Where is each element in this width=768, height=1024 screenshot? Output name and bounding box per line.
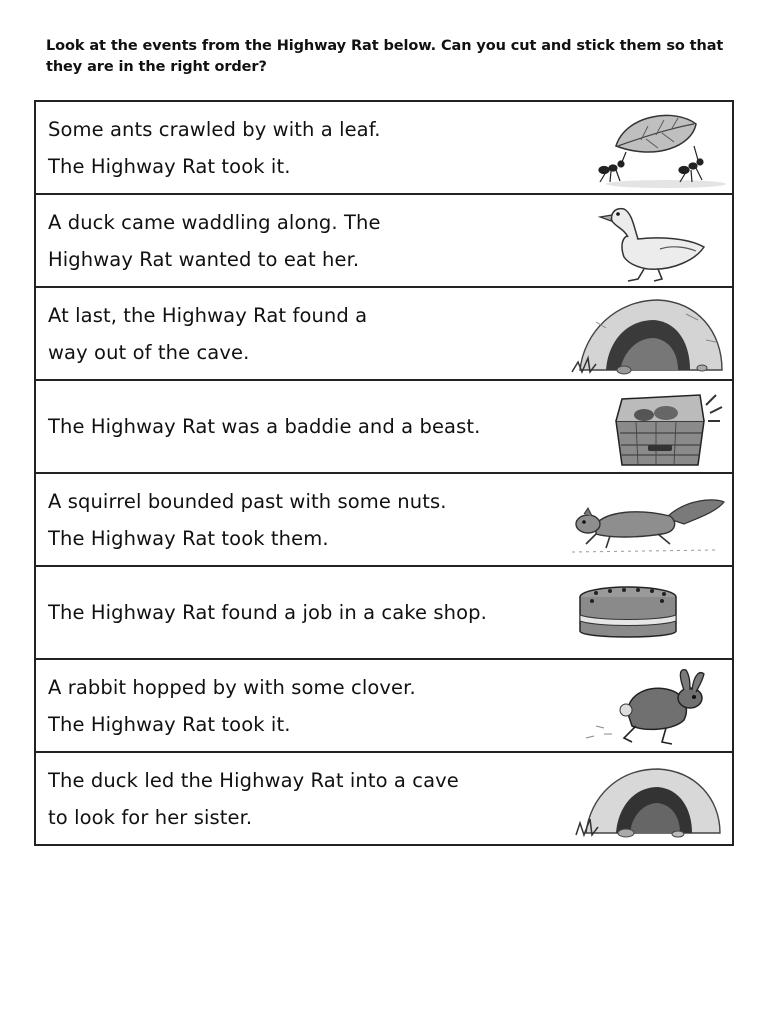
event-strip[interactable]: [36, 753, 732, 844]
picnic-basket-icon: [566, 385, 726, 469]
event-line: The Highway Rat took it.: [48, 712, 291, 736]
squirrel-icon: [566, 478, 726, 562]
cave-entrance-icon: [566, 757, 726, 841]
event-line: Highway Rat wanted to eat her.: [48, 247, 360, 271]
event-strip[interactable]: [36, 567, 732, 660]
event-text: [48, 195, 568, 286]
event-line: At last, the Highway Rat found a: [48, 303, 368, 327]
event-text: [48, 660, 568, 751]
event-strip[interactable]: [36, 381, 732, 474]
event-line: A duck came waddling along. The: [48, 210, 381, 234]
event-strip[interactable]: [36, 195, 732, 288]
event-line: Some ants crawled by with a leaf.: [48, 117, 381, 141]
instructions: Look at the events from the Highway Rat below. Can you cut and stick them so that they are in the right order?: [46, 38, 724, 75]
event-text: [48, 567, 568, 658]
event-line: The Highway Rat was a baddie and a beast.: [48, 415, 481, 438]
ants-carrying-leaf-icon: [566, 106, 726, 190]
event-strip[interactable]: [36, 474, 732, 567]
duck-icon: [566, 199, 726, 283]
event-strip[interactable]: [36, 102, 732, 195]
event-text: [48, 474, 568, 565]
event-line: The duck led the Highway Rat into a cave: [48, 768, 459, 792]
cake-icon: [566, 571, 726, 655]
event-text: [48, 753, 568, 844]
event-line: The Highway Rat took them.: [48, 526, 329, 550]
event-line: to look for her sister.: [48, 805, 253, 829]
event-line: The Highway Rat took it.: [48, 154, 291, 178]
event-strip[interactable]: [36, 660, 732, 753]
event-line: A rabbit hopped by with some clover.: [48, 675, 416, 699]
event-strips: [34, 100, 734, 846]
event-line: A squirrel bounded past with some nuts.: [48, 489, 447, 513]
event-strip[interactable]: [36, 288, 732, 381]
event-text: [48, 102, 568, 193]
rabbit-icon: [566, 664, 726, 748]
event-line: way out of the cave.: [48, 340, 250, 364]
event-text: [48, 288, 568, 379]
event-text: [48, 381, 568, 472]
cave-exit-icon: [566, 292, 726, 376]
event-line: The Highway Rat found a job in a cake shop.: [48, 601, 487, 624]
